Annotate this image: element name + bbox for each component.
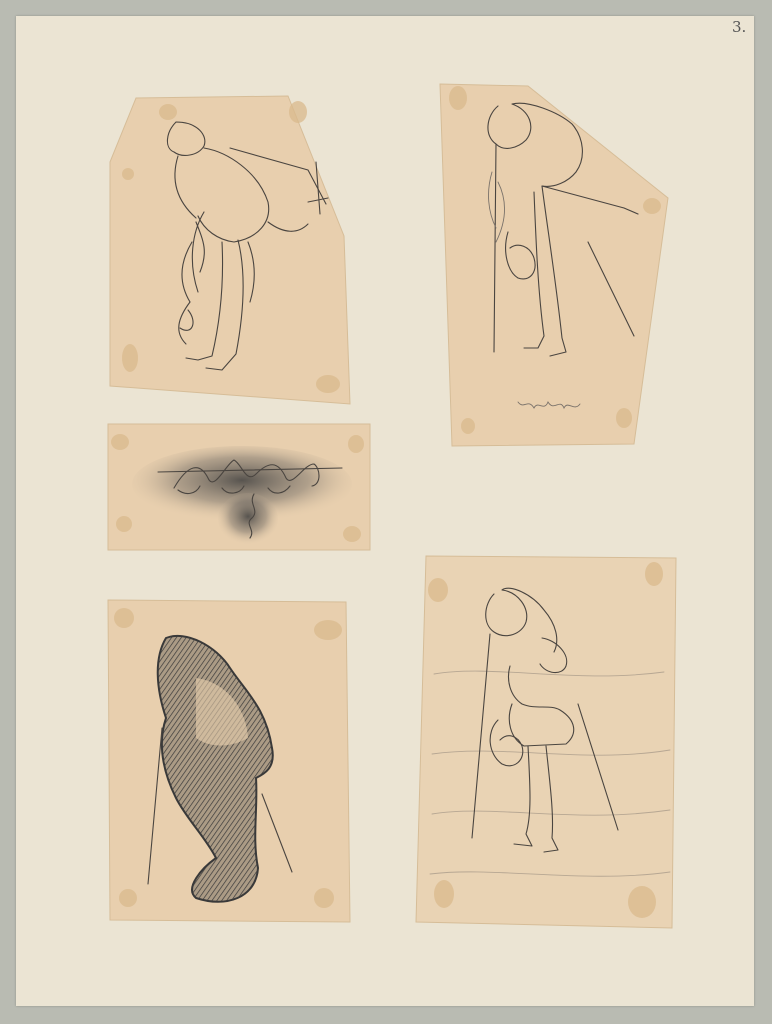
sketch-figure-with-rope: [108, 92, 354, 404]
sketch-figure-walking: [414, 554, 678, 930]
sketch-figure-with-staff: [438, 82, 670, 448]
sketch-shaded-silhouette: [106, 598, 352, 924]
sketch-ornament-band: [108, 424, 370, 550]
page-number: 3.: [732, 18, 747, 36]
